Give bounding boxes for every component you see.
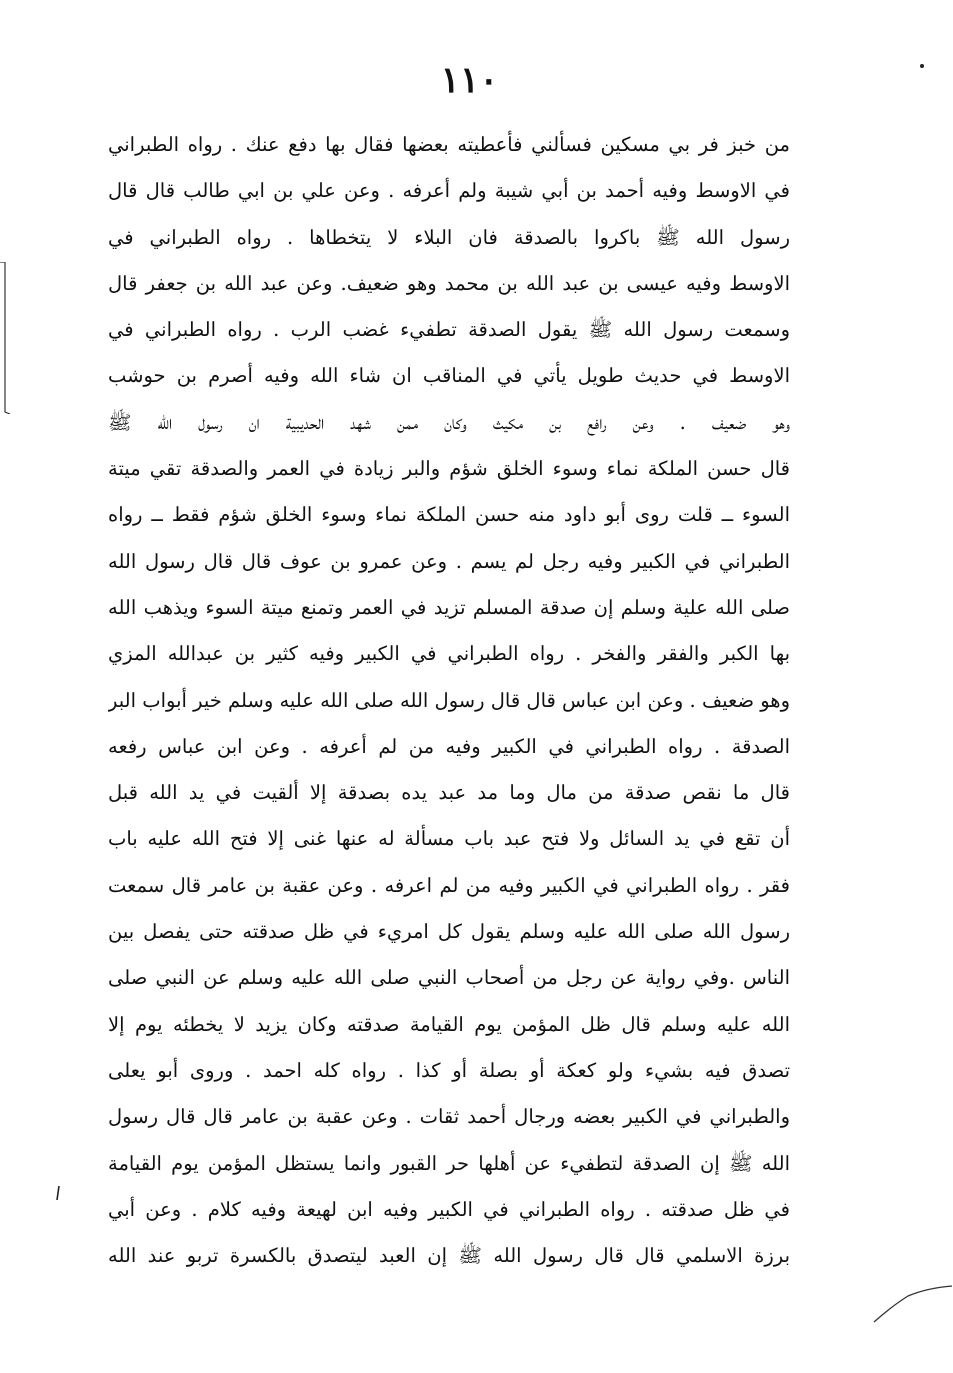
text-line: صلى الله علية وسلم إن صدقة المسلم تزيد في العمر وتمنع ميتة السوء ويذهب الله — [108, 595, 790, 619]
margin-comma-mark — [56, 1186, 60, 1200]
text-line: الاوسط وفيه عيسى بن عبد الله بن محمد وهو ضعيف. وعن عبد الله بن جعفر قال — [108, 271, 790, 295]
left-edge-bracket-mark — [0, 262, 10, 414]
text-line: الله ﷺ إن الصدقة لتطفيء عن أهلها حر القبور وانما يستظل المؤمن يوم القيامة — [108, 1151, 790, 1175]
text-line: رسول الله ﷺ باكروا بالصدقة فان البلاء لا يتخطاها . رواه الطبراني في — [108, 225, 790, 249]
text-line: قال حسن الملكة نماء وسوء الخلق شؤم والبر زيادة في العمر والصدقة تقي ميتة — [108, 457, 790, 481]
text-line: وهو ضعيف . وعن رافع بن مكيث وكان ممن شهد الحديبية ان رسول الله ﷺ — [108, 410, 790, 434]
text-line: رسول الله صلى الله عليه وسلم يقول كل امريء في ظل صدقته حتى يفصل بين — [108, 920, 790, 944]
text-line: قال ما نقص صدقة من مال وما مد عبد يده بصدقة إلا ألقيت في يد الله قبل — [108, 781, 790, 805]
text-line: الصدقة . رواه الطبراني في الكبير وفيه من لم أعرفه . وعن ابن عباس رفعه — [108, 734, 790, 758]
text-line: والطبراني في الكبير بعضه ورجال أحمد ثقات . وعن عقبة بن عامر قال قال رسول — [108, 1105, 790, 1129]
text-line: وسمعت رسول الله ﷺ يقول الصدقة تطفيء غضب الرب . رواه الطبراني في — [108, 318, 790, 342]
text-line: في الاوسط وفيه أحمد بن أبي شيبة ولم أعرفه . وعن علي بن ابي طالب قال قال — [108, 179, 790, 203]
margin-dot-mark — [920, 64, 924, 68]
text-line: في ظل صدقته . رواه الطبراني في الكبير وفيه ابن لهيعة وفيه كلام . وعن أبي — [108, 1197, 790, 1221]
text-line: من خبز فر بي مسكين فسألني فأعطيته بعضها فقال بها دفع عنك . رواه الطبراني — [108, 133, 790, 156]
main-text-block — [108, 122, 790, 1302]
text-line: بها الكبر والفقر والفخر . رواه الطبراني في الكبير وفيه كثير بن عبدالله المزي — [108, 642, 790, 666]
text-line: الله عليه وسلم قال ظل المؤمن يوم القيامة صدقته وكان يزيد لا يخطئه يوم إلا — [108, 1012, 790, 1036]
text-line: الناس .وفي رواية عن رجل من أصحاب النبي صلى الله عليه وسلم عن النبي صلى — [108, 966, 790, 990]
text-line: تصدق فيه بشيء ولو كعكة أو بصلة أو كذا . رواه كله احمد . وروى أبو يعلى — [108, 1058, 790, 1082]
corner-pen-stroke — [872, 1284, 953, 1324]
text-line: الطبراني في الكبير وفيه رجل لم يسم . وعن عمرو بن عوف قال قال رسول الله — [108, 549, 790, 573]
text-line: أن تقع في يد السائل ولا فتح عبد باب مسألة له عنها غنى إلا فتح الله عليه باب — [108, 827, 790, 851]
text-line: وهو ضعيف . وعن ابن عباس قال قال رسول الله صلى الله عليه وسلم خير أبواب البر — [108, 688, 790, 712]
text-line: الاوسط في حديث طويل يأتي في المناقب ان شاء الله وفيه أصرم بن حوشب — [108, 364, 790, 388]
text-line: فقر . رواه الطبراني في الكبير وفيه من لم اعرفه . وعن عقبة بن عامر قال سمعت — [108, 873, 790, 897]
page-number: ١١٠ — [440, 59, 499, 101]
text-line: السوء ــ قلت روى أبو داود منه حسن الملكة نماء وسوء الخلق شؤم فقط ــ رواه — [108, 503, 790, 527]
text-line: برزة الاسلمي قال قال رسول الله ﷺ إن العبد ليتصدق بالكسرة تربو عند الله — [108, 1244, 790, 1268]
